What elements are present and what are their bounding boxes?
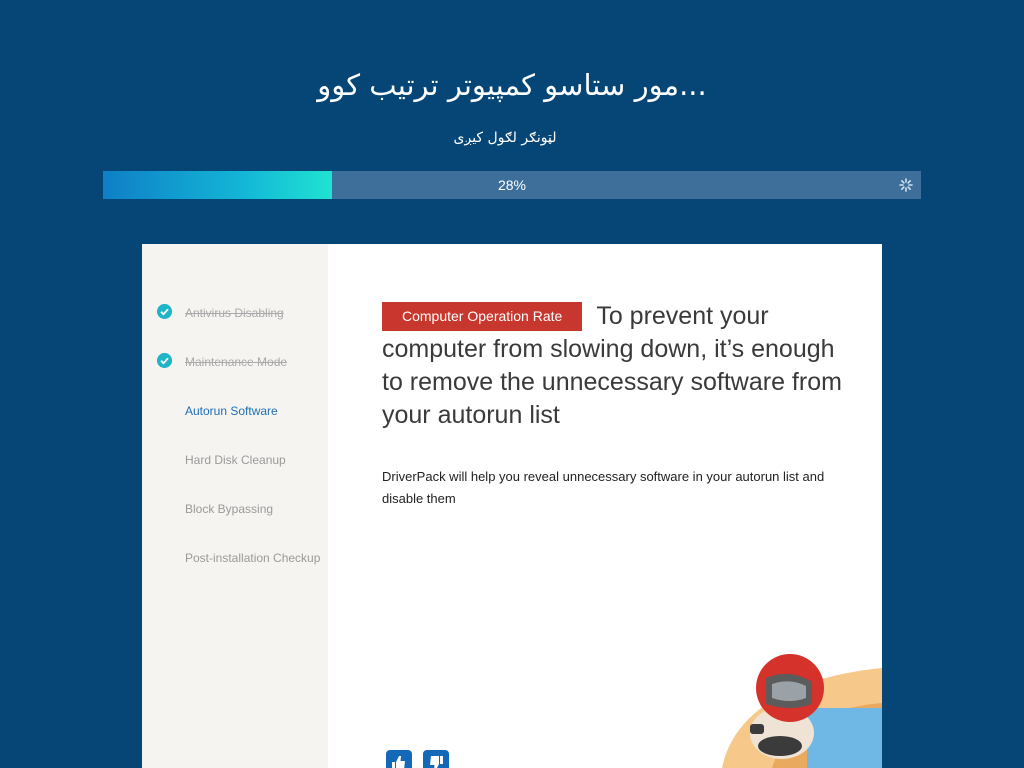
- step-post-installation-checkup: Post-installation Checkup: [185, 551, 321, 565]
- steps-sidebar: [142, 244, 328, 768]
- category-badge: Computer Operation Rate: [382, 302, 582, 331]
- thumbs-up-icon: [386, 750, 412, 768]
- heading-text: To prevent your computer from slowing down, it’s enough to remove the unnecessary software from your autorun list: [382, 302, 842, 429]
- thumbs-down-icon: [423, 750, 449, 768]
- check-circle-icon: [157, 353, 172, 368]
- check-circle-icon: [157, 304, 172, 319]
- step-maintenance-mode: Maintenance Mode: [185, 355, 288, 369]
- page-subtitle: لټونګر لګول کیږی: [453, 130, 557, 146]
- page-title: ...مور ستاسو کمپیوتر ترتیب کوو: [317, 68, 707, 102]
- content-heading: [382, 300, 842, 432]
- step-hard-disk-cleanup: Hard Disk Cleanup: [185, 453, 286, 467]
- step-block-bypassing: Block Bypassing: [185, 502, 274, 516]
- info-card: [142, 244, 882, 768]
- thumbs-down-button[interactable]: [423, 750, 449, 768]
- rider-illustration: [662, 638, 882, 768]
- step-autorun-software: Autorun Software: [185, 404, 278, 418]
- progress-label: 28%: [497, 177, 527, 193]
- loading-spinner-icon: [899, 178, 913, 192]
- progress-bar: [103, 171, 921, 199]
- content-area: [382, 300, 842, 510]
- thumbs-up-button[interactable]: [386, 750, 412, 768]
- content-description: DriverPack will help you reveal unnecessary software in your autorun list and disable them: [382, 469, 825, 506]
- feedback-buttons: [386, 750, 455, 768]
- step-antivirus-disabling: Antivirus Disabling: [185, 306, 284, 320]
